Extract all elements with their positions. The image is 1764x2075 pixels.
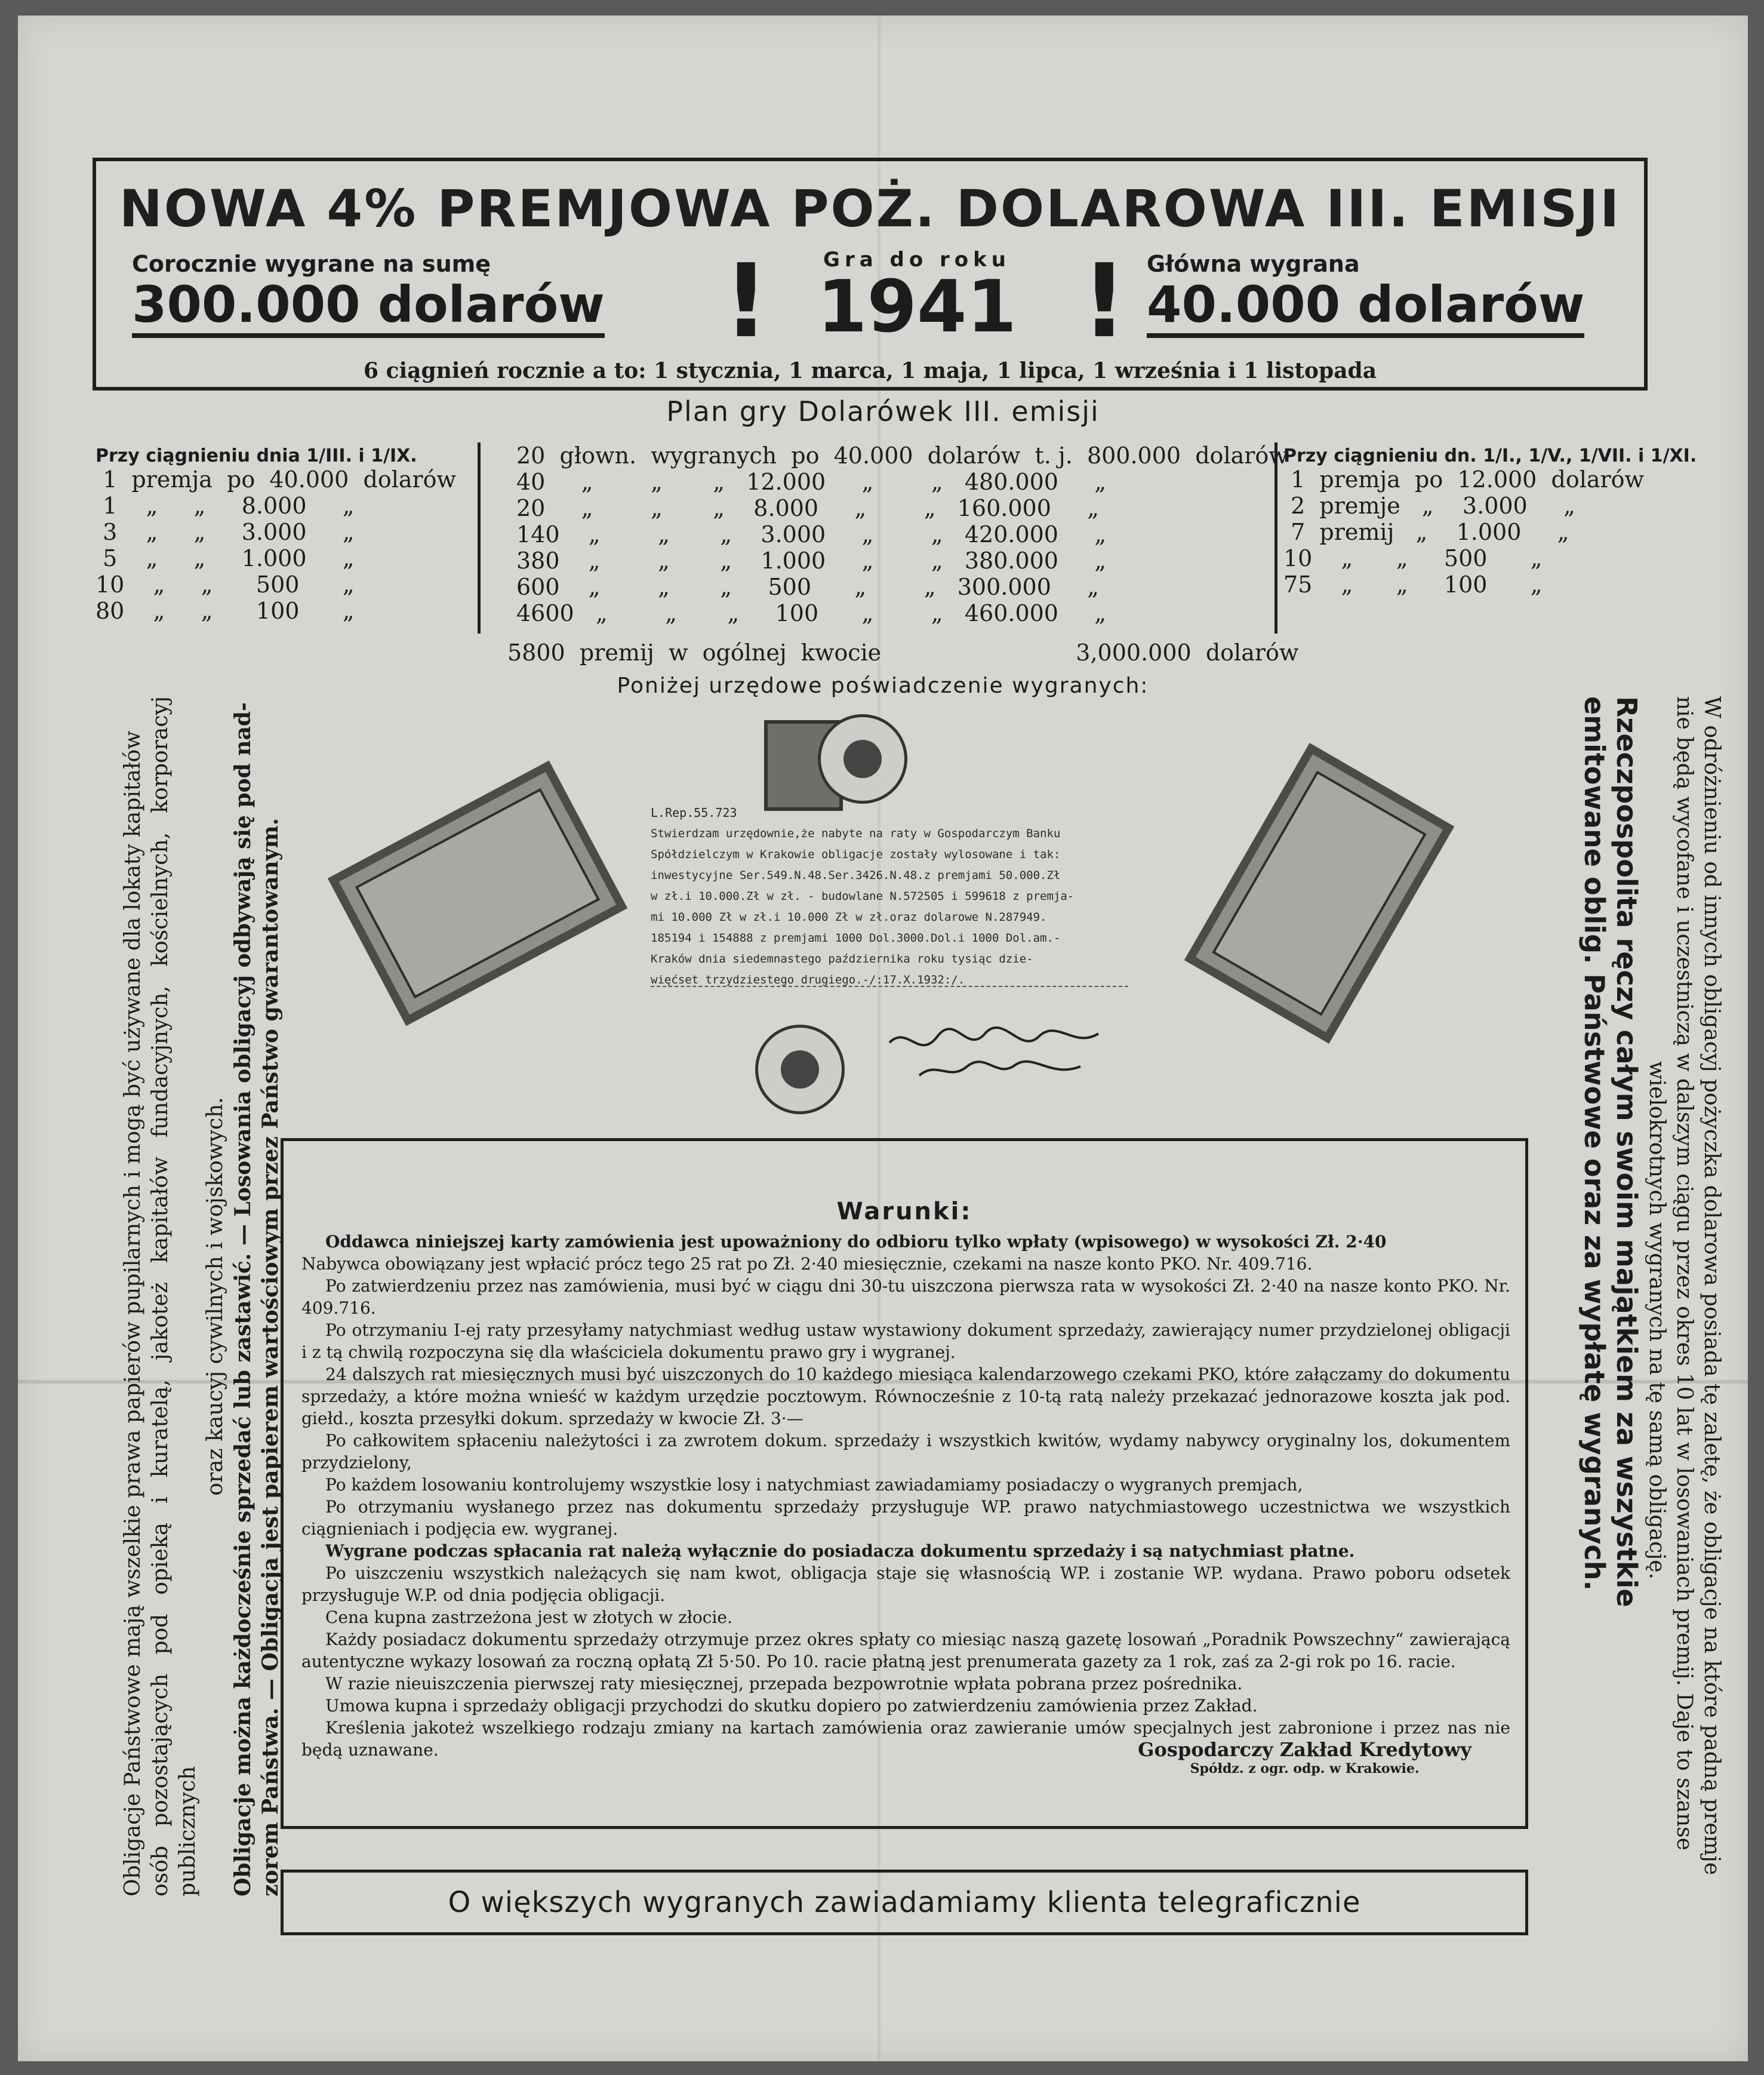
draw-dates: 6 ciągnień rocznie a to: 1 stycznia, 1 marca, 1 maja, 1 lipca, 1 września i 1 listopada [363, 358, 1377, 383]
left-margin-line: Obligacje Państwowe mają wszelkie prawa papierów pupilarnych i mogą być używane dla lokaty kapitałów [121, 731, 145, 1896]
condition-paragraph: Po otrzymaniu wysłanego przez nas dokumentu sprzedaży przysługuje WP. prawo natychmiastowego uczestnictwa we wszystkich ciągnieniach i podjęcia ew. wygranej. [301, 1497, 1510, 1539]
prize-row: 75 „ „ 100 „ [1283, 571, 1543, 598]
conditions-body [301, 1231, 1510, 1761]
condition-paragraph: Po otrzymaniu I-ej raty przesyłamy natychmiast według ustaw wystawiony dokument sprzedaży, zawierający numer przydzielonej obligacji i z tą chwilą rozpoczyna się dla właściciela dokumentu prawo gry i wygranej. [301, 1320, 1510, 1362]
notary-certificate [651, 803, 1128, 987]
prize-row: 20 „ „ „ 8.000 „ „ 160.000 „ [516, 495, 1099, 521]
left-margin-text [119, 696, 284, 1896]
header-box [93, 158, 1648, 391]
plan-title: Plan gry Dolarówek III. emisji [666, 395, 1100, 428]
right-margin-line: W odróżnieniu od innych obligacyj pożyczka dolarowa posiada tę zaletę, że obligacje na które padną premje [1700, 696, 1724, 1876]
issuer-name: Gospodarczy Zakład Kredytowy [1138, 1738, 1471, 1761]
prize-row: 80 „ „ 100 „ [96, 598, 355, 624]
prize-table-left [96, 445, 456, 624]
condition-paragraph: Po każdem losowaniu kontrolujemy wszystkie losy i natychmiast zawiadamiamy posiadaczy o wygranych premjach, [325, 1475, 1303, 1495]
notary-seal-bottom [755, 1025, 845, 1114]
condition-paragraph: W razie nieuiszczenia pierwszej raty miesięcznej, przepada bezpowrotnie wpłata pobrana przez pośrednika. [325, 1674, 1243, 1693]
main-prize [1147, 251, 1584, 338]
prize-row: 20 głown. wygranych po 40.000 dolarów t. j. 800.000 dolarów [516, 442, 1288, 469]
game-until-label: Gra do roku [823, 248, 1011, 272]
certificate-line: inwestycyjne Ser.549.N.48.Ser.3426.N.48.z premjami 50.000.Zł [651, 869, 1061, 882]
certificate-line: mi 10.000 Zł w zł.i 10.000 Zł w zł.oraz dolarowe N.287949. [651, 911, 1047, 924]
left-margin-line: zorem Państwa. — Obligacja jest papierem wartościowym przez Państwo gwarantowanym. [258, 817, 283, 1896]
bond-image-left [328, 761, 627, 1026]
certificate-line: Stwierdzam urzędownie,że nabyte na raty w Gospodarczym Banku [651, 827, 1061, 840]
certificate-line: Kraków dnia siedemnastego października roku tysiąc dzie- [651, 952, 1033, 966]
condition-paragraph: Po całkowitem spłaceniu należytości i za zwrotem dokum. sprzedaży i wszystkich kwitów, wydamy nabywcy oryginalny los, dokumentem przydzielony, [301, 1431, 1510, 1473]
bond-image-right [1184, 743, 1454, 1044]
left-margin-line: oraz kaucyj cywilnych i wojskowych. [203, 1097, 227, 1496]
annual-winnings-amount: 300.000 dolarów [132, 278, 605, 338]
prize-table-left-heading: Przy ciągnieniu dnia 1/III. i 1/IX. [96, 445, 417, 466]
prize-row: 1 „ „ 8.000 „ [96, 493, 355, 519]
game-until [723, 248, 1111, 349]
exclamation-left: ! [723, 242, 769, 361]
prize-row: 3 „ „ 3.000 „ [96, 519, 355, 545]
annual-winnings-label: Corocznie wygrane na sumę [132, 251, 491, 277]
condition-paragraph: Umowa kupna i sprzedaży obligacji przychodzi do skutku dopiero po zatwierdzeniu zamówienia przez Zakład. [325, 1696, 1258, 1716]
condition-paragraph: Oddawca niniejszej karty zamówienia jest upoważniony do odbioru tylko wpłaty (wpisowego) w wysokości Zł. 2·40 [325, 1232, 1387, 1252]
left-margin-line: osób pozostających pod opieką i kuratelą, jakoteż kapitałów fundacyjnych, kościelnych, korporacyj publicznych [148, 696, 200, 1896]
certificate-line: Spółdzielczym w Krakowie obligacje zostały wylosowane i tak: [651, 848, 1061, 861]
condition-paragraph: Wygrane podczas spłacania rat należą wyłącznie do posiadacza dokumentu sprzedaży i są natychmiast płatne. [325, 1541, 1355, 1561]
issuer-signature-block [1138, 1738, 1471, 1776]
condition-paragraph: Po zatwierdzeniu przez nas zamówienia, musi być w ciągu dni 30-tu uiszczona pierwsza rata w wysokości Zł. 2·40 na nasze konto PKO. Nr. 409.716. [301, 1276, 1510, 1318]
condition-paragraph: Cena kupna zastrzeżona jest w złotych w złocie. [325, 1607, 732, 1627]
prize-row: 40 „ „ „ 12.000 „ „ 480.000 „ [516, 469, 1107, 495]
prize-table-right [1283, 445, 1697, 598]
telegraph-notice: O większych wygranych zawiadamiamy klienta telegraficznie [281, 1870, 1528, 1935]
prize-row: 600 „ „ „ 500 „ „ 300.000 „ [516, 574, 1099, 600]
condition-paragraph: Każdy posiadacz dokumentu sprzedaży otrzymuje przez okres spłaty co miesiąc naszą gazetę losowań „Poradnik Powszechny“ zawierającą autentyczne wykazy losowań za roczną opłatą Zł 5·50. Po 10. racie płatną jest prenumerata gazety za 1 rok, zaś za 2-gi rok po 16. racie. [301, 1630, 1510, 1671]
issuer-subtitle: Spółdz. z ogr. odp. w Krakowie. [1190, 1761, 1420, 1776]
prize-row: 1 premja po 40.000 dolarów [96, 466, 457, 493]
prize-row: 1 premja po 12.000 dolarów [1283, 466, 1645, 493]
right-margin-line: emitowane oblig. Państwowe oraz za wypłatę wygranych. [1578, 696, 1611, 1591]
prize-row: 2 premje „ 3.000 „ [1283, 493, 1575, 519]
prize-row: 4600 „ „ „ 100 „ „ 460.000 „ [516, 600, 1107, 626]
left-margin-line: Obligacje można każdocześnie sprzedać lub zastawić. — Losowania obligacyj odbywają się pod nad- [230, 702, 255, 1896]
right-margin-text [1578, 696, 1725, 1944]
prize-row: 10 „ „ 500 „ [1283, 545, 1543, 571]
condition-paragraph: Nabywca obowiązany jest wpłacić prócz tego 25 rat po Zł. 2·40 miesięcznie, czekami na nasze konto PKO. Nr. 409.716. [301, 1254, 1313, 1274]
condition-paragraph: 24 dalszych rat miesięcznych musi być uiszczonych do 10 każdego miesiąca kalendarzowego czekami PKO, które załączamy do dokumentu sprzedaży, a które można wnieść w każdym urzędzie pocztowym. Równocześnie z 10-tą ratą należy przekazać jednorazowe koszta jak pod. giełd., koszta przesyłki dokum. sprzedaży w kwocie Zł. 3·— [301, 1364, 1510, 1428]
conditions-title: Warunki: [836, 1198, 972, 1225]
notary-signature [883, 1019, 1110, 1084]
condition-paragraph: Kreślenia jakoteż wszelkiego rodzaju zmiany na kartach zamówienia oraz zawieranie umów specjalnych jest zabronione i przez nas nie będą uznawane. [301, 1718, 1510, 1760]
notary-seal-top [818, 714, 907, 804]
main-prize-label: Główna wygrana [1147, 251, 1360, 277]
certificate-line: 185194 i 154888 z premjami 1000 Dol.3000.Dol.i 1000 Dol.am.- [651, 932, 1061, 945]
certification-heading: Poniżej urzędowe poświadczenie wygranych: [617, 674, 1149, 698]
prize-table-center [478, 442, 1288, 634]
conditions-box [281, 1138, 1528, 1829]
game-until-year: 1941 [817, 266, 1017, 349]
document-title: NOWA 4% PREMJOWA POŻ. DOLAROWA III. EMISJI [119, 179, 1621, 239]
prize-row: 380 „ „ „ 1.000 „ „ 380.000 „ [516, 548, 1107, 574]
main-prize-amount: 40.000 dolarów [1147, 278, 1584, 338]
condition-paragraph: Po uiszczeniu wszystkich należących się nam kwot, obligacja staje się własnością WP. i zostanie WP. wydana. Prawo poboru odsetek przysługuje W.P. od dnia podjęcia obligacji. [301, 1563, 1510, 1605]
right-margin-line: wielokrotnych wygranych na tę samą obligację. [1645, 1060, 1669, 1580]
prize-total: 5800 premij w ogólnej kwocie 3,000.000 dolarów [507, 640, 1299, 666]
right-margin-line: Rzeczpospolita ręczy całym swoim majątkiem za wszystkie [1611, 696, 1643, 1607]
prize-table-right-heading: Przy ciągnieniu dn. 1/I., 1/V., 1/VII. i 1/XI. [1283, 445, 1697, 466]
annual-winnings [132, 251, 605, 338]
prize-row: 140 „ „ „ 3.000 „ „ 420.000 „ [516, 521, 1107, 548]
certificate-line: w zł.i 10.000.Zł w zł. - budowlane N.572505 i 599618 z premja- [651, 890, 1075, 903]
right-margin-line: nie będą wycofane i uczestniczą w dalszym ciągu przez okres 10 lat w losowaniach premij. Daje to szanse [1672, 696, 1697, 1850]
certificate-line: więćset trzydziestego drugiego.-/:17.X.1932:/. [651, 973, 965, 986]
exclamation-right: ! [1081, 242, 1128, 361]
document-sheet [18, 16, 1748, 2061]
certificate-reference: L.Rep.55.723 [651, 806, 737, 820]
prize-row: 10 „ „ 500 „ [96, 571, 355, 598]
prize-row: 5 „ „ 1.000 „ [96, 545, 355, 571]
prize-row: 7 premij „ 1.000 „ [1283, 519, 1569, 545]
